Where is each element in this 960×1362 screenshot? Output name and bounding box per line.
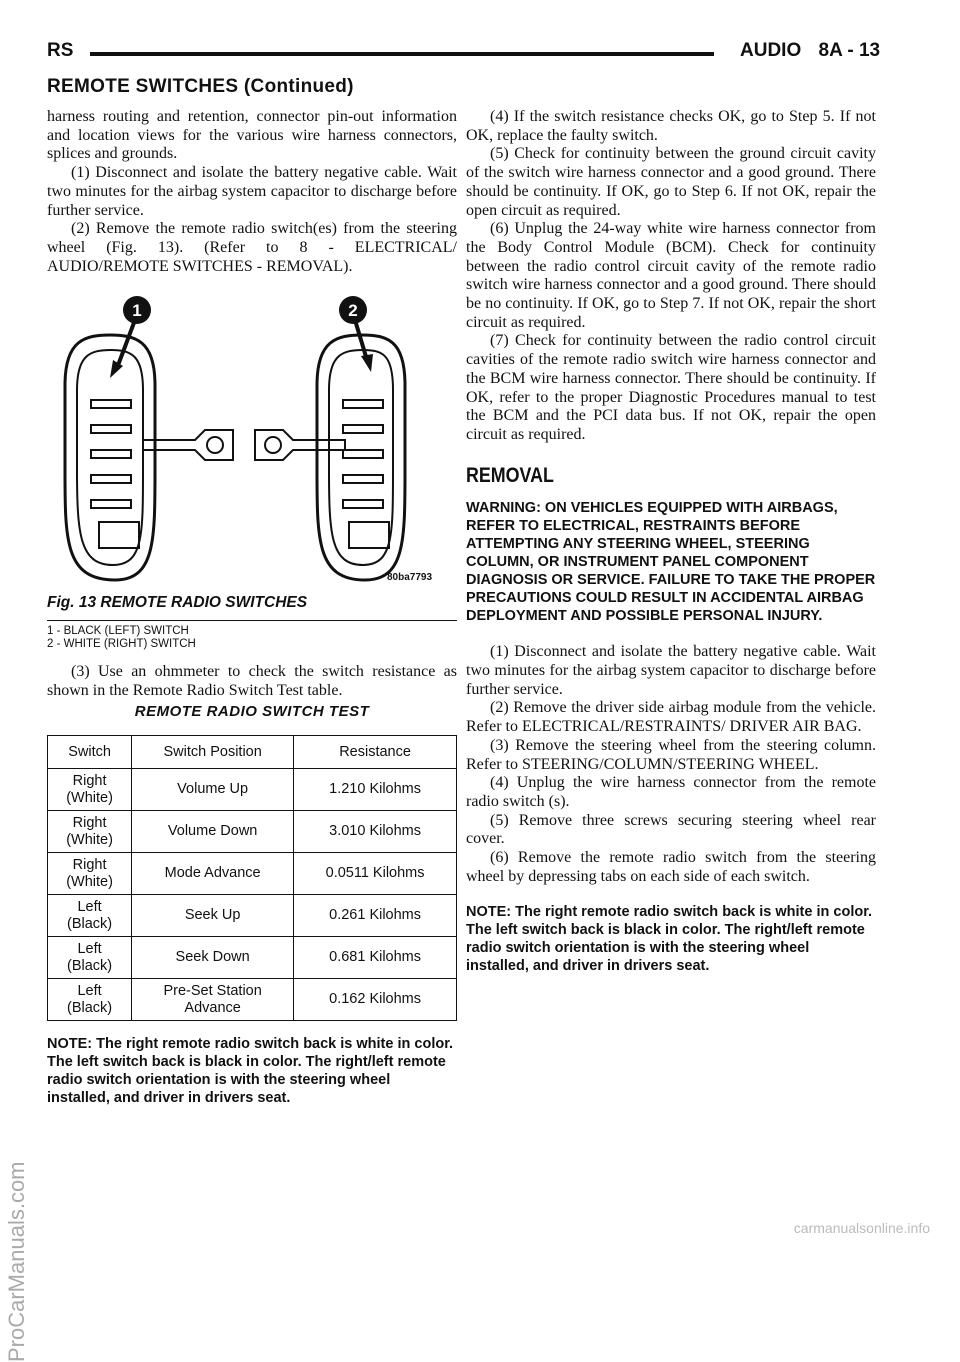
bottom-watermark: carmanualsonline.info	[793, 1220, 930, 1236]
header-cell: Resistance	[294, 736, 457, 769]
table-row	[48, 895, 457, 937]
paragraph: (1) Disconnect and isolate the battery negative cable. Wait two minutes for the airbag system capacitor to discharge before further service.	[47, 164, 457, 219]
header-page: 8A - 13	[818, 40, 881, 61]
table-cell: Volume Down	[132, 811, 294, 853]
paragraph: (1) Disconnect and isolate the battery negative cable. Wait two minutes for the airbag system capacitor to discharge before further service.	[466, 643, 876, 698]
header-section: AUDIO	[740, 40, 802, 61]
header-cell: Switch	[48, 736, 132, 769]
paragraph: (4) If the switch resistance checks OK, go to Step 5. If not OK, replace the faulty switch.	[466, 108, 876, 144]
table-row	[48, 979, 457, 1021]
table-row	[48, 769, 457, 811]
table-title: REMOTE RADIO SWITCH TEST	[134, 702, 370, 720]
figure-remote-radio-switches	[47, 290, 457, 621]
header-cell: Switch Position	[132, 736, 294, 769]
paragraph: (6) Remove the remote radio switch from the steering wheel by depressing tabs on each side of each switch.	[466, 849, 876, 885]
callout-2: 2	[348, 301, 358, 321]
figure-code: 80ba7793	[387, 572, 433, 584]
paragraph: harness routing and retention, connector pin-out information and location views for the various wire harness connectors, splices and grounds.	[47, 108, 457, 163]
paragraph: (3) Remove the steering wheel from the steering column. Refer to STEERING/COLUMN/STEERING WHEEL.	[466, 736, 876, 773]
table-header-row	[48, 736, 457, 769]
paragraph: (6) Unplug the 24-way white wire harness connector from the Body Control Module (BCM). Check for continuity between the radio control circuit cavity of the remote radio switch wire harness connector and a good ground. There should be no continuity. If OK, go to Step 7. If not OK, repair the short circuit as required.	[466, 220, 876, 331]
table-cell: Right (White)	[48, 853, 132, 895]
table-cell: Left (Black)	[48, 937, 132, 979]
table-cell: Right (White)	[48, 769, 132, 811]
table-cell: Seek Up	[132, 895, 294, 937]
table-cell: 0.0511 Kilohms	[294, 853, 457, 895]
table-cell: Left (Black)	[48, 895, 132, 937]
switches-illustration	[55, 290, 415, 590]
legend-item: 2 - WHITE (RIGHT) SWITCH	[47, 638, 196, 651]
header-code: RS	[47, 40, 74, 61]
table-cell: 3.010 Kilohms	[294, 811, 457, 853]
paragraph: (2) Remove the driver side airbag module from the vehicle. Refer to ELECTRICAL/RESTRAINTS/ DRIVER AIR BAG.	[466, 699, 876, 736]
table-cell: 0.162 Kilohms	[294, 979, 457, 1021]
header-rule	[90, 52, 714, 56]
warning: WARNING: ON VEHICLES EQUIPPED WITH AIRBAGS, REFER TO ELECTRICAL, RESTRAINTS BEFORE ATTEMPTING ANY STEERING WHEEL, STEERING COLUMN, OR INSTRUMENT PANEL COMPONENT DIAGNOSIS OR SERVICE. FAILURE TO TAKE THE PROPER PRECAUTIONS COULD RESULT IN ACCIDENTAL AIRBAG DEPLOYMENT AND POSSIBLE PERSONAL INJURY.	[466, 500, 876, 625]
table-cell: Right (White)	[48, 811, 132, 853]
figure-title: Fig. 13 REMOTE RADIO SWITCHES	[47, 594, 308, 612]
table-cell: Volume Up	[132, 769, 294, 811]
header-right	[740, 40, 880, 62]
paragraph: (7) Check for continuity between the radio control circuit cavities of the remote radio switch wire harness connector and the BCM wire harness connector. There should be continuity. If OK, refer to the proper Diagnostic Procedures manual to test the BCM and the PCI data bus. If not OK, repair the open circuit as required.	[466, 332, 876, 443]
section-continued-title: REMOTE SWITCHES (Continued)	[47, 76, 354, 97]
callout-1: 1	[132, 301, 142, 321]
section-heading-removal: REMOVAL	[466, 463, 554, 487]
paragraph: (4) Unplug the wire harness connector from the remote radio switch (s).	[466, 774, 876, 810]
table-cell: Seek Down	[132, 937, 294, 979]
figure-legend	[47, 625, 457, 651]
table-cell: 1.210 Kilohms	[294, 769, 457, 811]
table-cell: Pre-Set Station Advance	[132, 979, 294, 1021]
table-cell: Mode Advance	[132, 853, 294, 895]
table-row	[48, 937, 457, 979]
side-watermark: ProCarManuals.com	[4, 1161, 29, 1362]
table-row	[48, 811, 457, 853]
switch-test-table	[47, 735, 457, 1021]
left-column	[47, 108, 457, 1107]
table-cell: 0.681 Kilohms	[294, 937, 457, 979]
table-row	[48, 853, 457, 895]
paragraph: (5) Check for continuity between the ground circuit cavity of the switch wire harness connector and a good ground. There should be continuity. If OK, go to Step 6. If not OK, repair the open circuit as required.	[466, 145, 876, 219]
note: NOTE: The right remote radio switch back is white in color. The left switch back is black in color. The right/left remote radio switch orientation is with the steering wheel installed, and driver in drivers seat.	[47, 1036, 454, 1107]
note: NOTE: The right remote radio switch back is white in color. The left switch back is black in color. The right/left remote radio switch orientation is with the steering wheel installed, and driver in drivers seat.	[466, 903, 873, 974]
table-cell: Left (Black)	[48, 979, 132, 1021]
legend-item: 1 - BLACK (LEFT) SWITCH	[47, 625, 189, 638]
right-column	[466, 108, 876, 975]
paragraph: (2) Remove the remote radio switch(es) from the steering wheel (Fig. 13). (Refer to 8 - ELECTRICAL/ AUDIO/REMOTE SWITCHES - REMOVAL).	[47, 220, 457, 275]
table-cell: 0.261 Kilohms	[294, 895, 457, 937]
paragraph: (5) Remove three screws securing steering wheel rear cover.	[466, 811, 876, 848]
paragraph: (3) Use an ohmmeter to check the switch resistance as shown in the Remote Radio Switch Test table.	[47, 663, 457, 700]
